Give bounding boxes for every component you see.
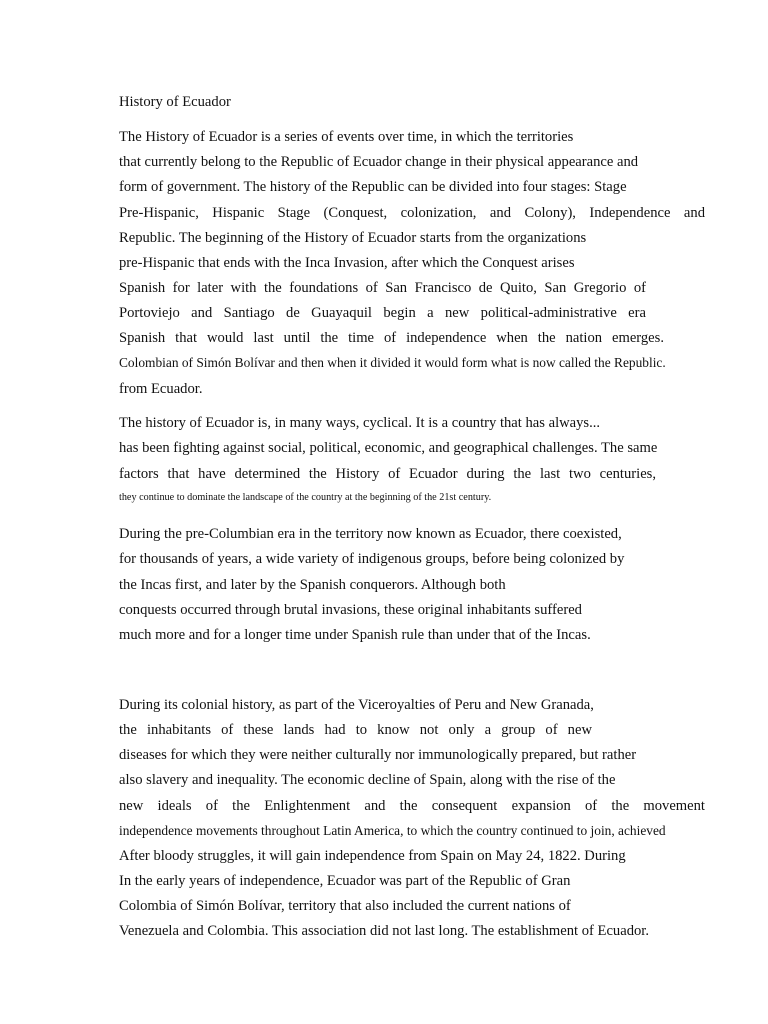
paragraph-line: also slavery and inequality. The economic decline of Spain, along with the rise of the — [119, 772, 616, 788]
document-title: History of Ecuador — [119, 94, 231, 110]
paragraph-line: for thousands of years, a wide variety of indigenous groups, before being colonized by — [119, 551, 625, 567]
paragraph-line: the inhabitants of these lands had to know not only a group of new — [119, 722, 592, 738]
paragraph-line: Republic. The beginning of the History of Ecuador starts from the organizations — [119, 230, 587, 246]
paragraph-line: has been fighting against social, political, economic, and geographical challenges. The same — [119, 440, 658, 456]
paragraph-line: form of government. The history of the Republic can be divided into four stages: Stage — [119, 179, 627, 195]
paragraph-line: pre-Hispanic that ends with the Inca Invasion, after which the Conquest arises — [119, 255, 575, 271]
paragraph-line: Venezuela and Colombia. This association did not last long. The establishment of Ecuador. — [119, 923, 649, 939]
paragraph-line: After bloody struggles, it will gain independence from Spain on May 24, 1822. During — [119, 848, 626, 864]
paragraph-line: they continue to dominate the landscape of the country at the beginning of the 21st century. — [119, 492, 492, 503]
paragraph-line: factors that have determined the History of Ecuador during the last two centuries, — [119, 466, 656, 482]
paragraph-line: In the early years of independence, Ecuador was part of the Republic of Gran — [119, 873, 571, 889]
paragraph-line: The History of Ecuador is a series of events over time, in which the territories — [119, 129, 574, 145]
paragraph-line: conquests occurred through brutal invasions, these original inhabitants suffered — [119, 602, 582, 618]
paragraph-line: much more and for a longer time under Spanish rule than under that of the Incas. — [119, 627, 591, 643]
paragraph-line: that currently belong to the Republic of Ecuador change in their physical appearance and — [119, 154, 639, 170]
paragraph-line: Spanish that would last until the time of independence when the nation emerges. — [119, 330, 664, 346]
paragraph-line: from Ecuador. — [119, 381, 203, 397]
paragraph-line: Spanish for later with the foundations of San Francisco de Quito, San Gregorio of — [119, 280, 646, 296]
paragraph-line: The history of Ecuador is, in many ways, cyclical. It is a country that has always... — [119, 415, 601, 431]
paragraph-line: During the pre-Columbian era in the territory now known as Ecuador, there coexisted, — [119, 526, 622, 542]
paragraph-line: Pre-Hispanic, Hispanic Stage (Conquest, colonization, and Colony), Independence and — [119, 205, 705, 221]
paragraph-line: Colombian of Simón Bolívar and then when it divided it would form what is now called the Republic. — [119, 355, 666, 370]
paragraph-line: diseases for which they were neither culturally nor immunologically prepared, but rather — [119, 747, 637, 763]
paragraph-line: During its colonial history, as part of the Viceroyalties of Peru and New Granada, — [119, 697, 594, 713]
paragraph-line: new ideals of the Enlightenment and the consequent expansion of the movement — [119, 798, 705, 814]
paragraph-line: independence movements throughout Latin America, to which the country continued to join, achieved — [119, 823, 666, 838]
paragraph-line: Colombia of Simón Bolívar, territory that also included the current nations of — [119, 898, 571, 914]
paragraph-line: Portoviejo and Santiago de Guayaquil begin a new political-administrative era — [119, 305, 646, 321]
paragraph-line: the Incas first, and later by the Spanish conquerors. Although both — [119, 577, 506, 593]
